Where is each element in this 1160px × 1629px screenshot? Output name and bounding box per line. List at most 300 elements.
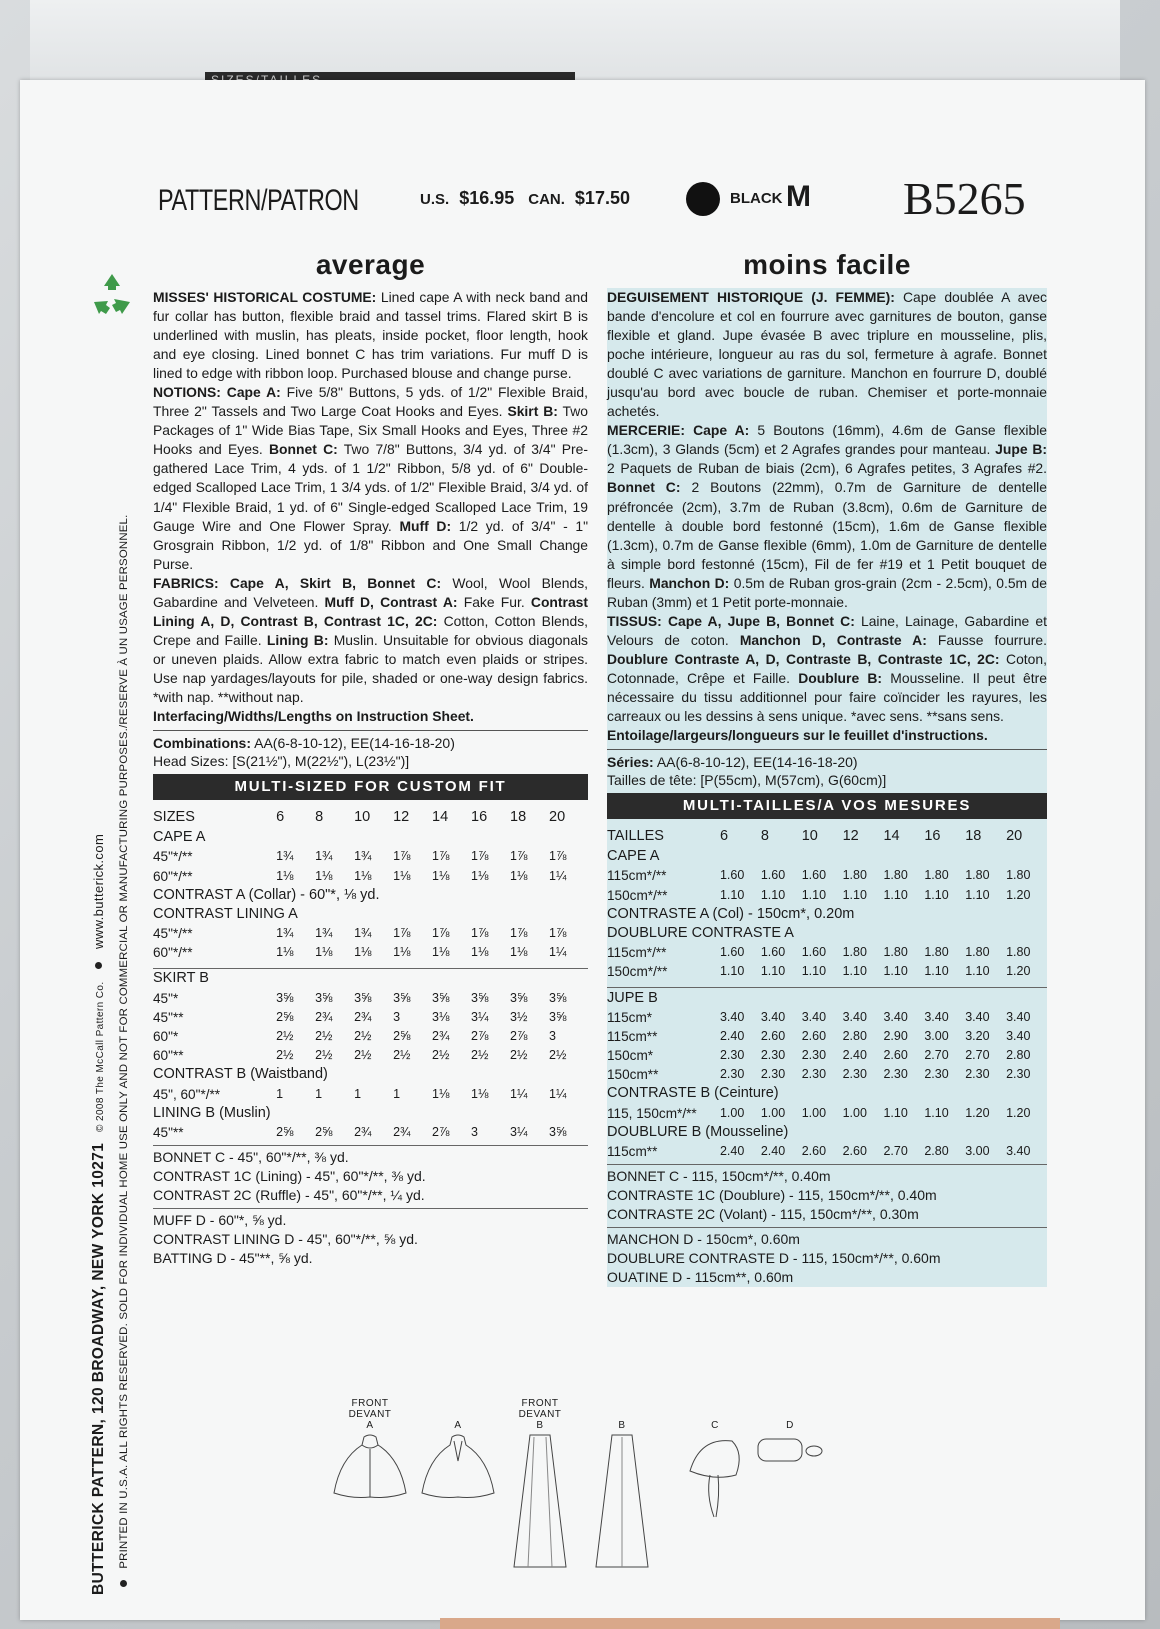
size-header-row — [607, 825, 1047, 847]
table-cell: 2⅝ — [393, 1029, 411, 1044]
table-cell: 3.40 — [1006, 1009, 1031, 1024]
table-cell: 3⅝ — [510, 990, 528, 1005]
table-row — [607, 1065, 1047, 1084]
table-cell: 1.80 — [1006, 945, 1031, 960]
table-cell: 2½ — [315, 1029, 333, 1044]
table-cell: 3.40 — [965, 1009, 990, 1024]
table-cell: 3.40 — [924, 1009, 949, 1024]
table-cell: 2.80 — [1006, 1048, 1031, 1063]
table-cell: 2.30 — [760, 1067, 786, 1082]
table-row-label: 115cm** — [607, 1028, 658, 1044]
table-cell: 1¾ — [276, 849, 294, 864]
can-price: $17.50 — [574, 188, 630, 208]
table-cell: 3.40 — [1006, 1028, 1031, 1043]
table-row — [607, 1027, 1047, 1046]
table-cell: 2.70 — [883, 1144, 908, 1158]
sketch-cape-front — [330, 1398, 410, 1501]
table-cell: 2.40 — [842, 1048, 867, 1063]
table-cell: 1.60 — [719, 945, 745, 960]
table-cell: 2⅞ — [432, 1124, 450, 1139]
table-cell: 1⅛ — [276, 868, 294, 883]
cape-back-icon — [418, 1431, 498, 1501]
table-cell: 2.30 — [965, 1067, 990, 1082]
table-row-label: 115, 150cm*/** — [607, 1105, 697, 1121]
table-cell: 1.00 — [719, 1105, 745, 1120]
table-section-label: JUPE B — [607, 989, 658, 1006]
table-cell: 1¼ — [510, 1086, 528, 1101]
table-cell: 1.10 — [883, 887, 908, 902]
table-cell: 1.20 — [965, 1105, 990, 1120]
cape-front-icon — [330, 1431, 410, 1501]
muff-list-en — [153, 1211, 588, 1268]
table-cell: 1.60 — [719, 868, 745, 883]
table-cell: 2.80 — [842, 1028, 867, 1043]
table-row — [153, 847, 588, 866]
table-cell: 2.30 — [760, 1048, 786, 1063]
divider — [607, 1227, 1047, 1228]
table-cell: 2.30 — [842, 1067, 867, 1082]
table-cell: 1⅛ — [315, 868, 333, 883]
table-cell: 3 — [471, 1124, 478, 1139]
table-section-label: LINING B (Muslin) — [153, 1104, 271, 1121]
table-cell: 1.20 — [1006, 887, 1031, 902]
size-header-cell: 6 — [276, 808, 285, 825]
table-section-row — [607, 1084, 1047, 1103]
notions-en: NOTIONS: Cape A: Five 5/8" Buttons, 5 yds. of 1/2" Flexible Braid, Three 2" Tassels and Two Large Coat Hooks and Eyes. Skirt B: Two Packages of 1" Wide Bias Tape, Six Small Hooks and Eyes, Three #2 Hooks and Eyes. Bonnet C: Two 7/8" Buttons, 3/4 yd. of 3/4" Pre-gathered Lace Trim, 4 yds. of 1 1/2" Ribbon, 5/8 yd. of 6" Double-edged Scalloped Lace Trim, 1 3/4 yds. of 1/2" Flexible Braid, 3/4 yd. of 1/4" Flexible Braid, 1 yd. of 6" Single-edged Scalloped Lace Trim, 19 Gauge Wire and One Flower Spray. Muff D: 1/2 yd. of 3/4" - 1" Grosgrain Ribbon, 1/2 yd. of 1/8" Ribbon and One Small Change Purse. — [153, 384, 589, 572]
combinations-en: Combinations: AA(6-8-10-12), EE(14-16-18-20) — [153, 735, 455, 752]
table-row — [153, 1046, 588, 1065]
website-url: www.butterick.com — [91, 833, 106, 949]
table-row-label: 60"* — [153, 1029, 179, 1045]
table-cell: 1.00 — [842, 1105, 867, 1120]
size-header-label: SIZES — [153, 808, 195, 825]
size-header-cell: 18 — [965, 827, 982, 844]
table-row-label: 150cm* — [607, 1048, 654, 1064]
table-row-label: 150cm*/** — [607, 964, 668, 980]
size-header-cell: 8 — [315, 808, 324, 825]
table-section-label: CONTRASTE A (Col) - 150cm*, 0.20m — [607, 905, 855, 922]
table-cell: 3.40 — [842, 1009, 867, 1024]
table-row — [607, 1046, 1047, 1065]
table-cell: 2½ — [354, 1048, 372, 1063]
table-row — [153, 924, 588, 943]
table-cell: 1.10 — [965, 964, 990, 979]
table-cell: 1.10 — [924, 964, 949, 979]
header — [158, 173, 1058, 228]
size-header-label: TAILLES — [607, 827, 664, 844]
table-cell: 1.80 — [842, 868, 867, 883]
table-cell: 1¾ — [354, 926, 372, 941]
table-row-label: 60"** — [153, 1048, 184, 1064]
table-cell: 1 — [354, 1086, 362, 1101]
table-cell: 1⅞ — [471, 926, 489, 941]
interfacing-en: Interfacing/Widths/Lengths on Instruction Sheet. — [153, 708, 474, 725]
size-letter: M — [786, 180, 811, 213]
table-cell: 3¼ — [471, 1009, 489, 1024]
bonnet-line: CONTRASTE 1C (Doublure) - 115, 150cm*/**, 0.40m — [607, 1187, 937, 1204]
table-cell: 2½ — [471, 1048, 489, 1063]
table-cell: 3⅝ — [354, 990, 372, 1005]
view-label: D — [786, 1420, 794, 1431]
table-cell: 1.10 — [965, 887, 990, 902]
table-cell: 1¾ — [276, 926, 294, 941]
table-cell: 2⅝ — [276, 1124, 294, 1139]
table-row — [153, 943, 588, 962]
table-cell: 2.60 — [801, 1144, 827, 1158]
table-cell: 1 — [393, 1086, 401, 1101]
table-cell: 1⅛ — [432, 1086, 450, 1101]
table-cell: 1⅞ — [471, 849, 489, 864]
table-cell: 1⅛ — [276, 945, 294, 960]
table-cell: 1⅛ — [432, 945, 450, 960]
table-cell: 3⅛ — [432, 1009, 450, 1024]
table-cell: 1⅛ — [393, 868, 411, 883]
table-cell: 3 — [393, 1009, 401, 1024]
table-cell: 2.30 — [924, 1067, 949, 1082]
table-section-row — [153, 886, 588, 905]
view-label: C — [711, 1420, 719, 1431]
table-row — [153, 1008, 588, 1027]
table-cell: 2½ — [315, 1048, 333, 1063]
table-cell: 1.60 — [801, 945, 827, 960]
table-row-label: 60"*/** — [153, 868, 193, 884]
rights-notice: PRINTED IN U.S.A. ALL RIGHTS RESERVED. SOLD FOR INDIVIDUAL HOME USE ONLY AND NOT FOR COMMERCIAL OR MANUFACTURING PURPOSES./RESERVE À UN USAGE PERSONNEL. — [118, 75, 130, 1595]
table-cell: 1.80 — [924, 868, 949, 883]
yardage-table-en — [153, 806, 588, 1142]
table-cell: 3⅝ — [549, 1124, 567, 1139]
table-cell: 1⅛ — [510, 868, 528, 883]
table-cell: 1.80 — [965, 945, 990, 960]
publisher-address: BUTTERICK PATTERN, 120 BROADWAY, NEW YORK 10271 © 2008 The McCall Pattern Co. www.butterick.com — [90, 833, 107, 1595]
table-cell: 3⅝ — [549, 990, 567, 1005]
table-row-label: 150cm** — [607, 1067, 659, 1083]
table-cell: 3.00 — [965, 1144, 990, 1158]
description-fr: DEGUISEMENT HISTORIQUE (J. FEMME): Cape doublée A avec bande d'encolure et col en fourrure avec garnitures de bouton, ganse flexible et gland. Jupe évasée B avec triplure en mousseline, plis, poche intérieure, longueur au ras du sol, fermeture à agrafe. Bonnet doublé C avec variations de garniture. Manchon en fourrure D, doublé jusqu'au bord avec boucle de ruban. Chemiser et porte-monnaie achetés. — [607, 289, 1047, 420]
table-cell: 3⅝ — [549, 1009, 567, 1024]
pattern-number: B5265 — [903, 173, 1026, 224]
table-cell: 2.30 — [801, 1048, 827, 1063]
size-header-cell: 10 — [801, 827, 818, 844]
table-section-row — [153, 905, 588, 924]
sketch-muff — [750, 1420, 830, 1471]
table-cell: 2½ — [510, 1048, 528, 1063]
size-header-cell: 14 — [883, 827, 900, 844]
view-label: B — [618, 1420, 626, 1431]
table-cell: 3.40 — [883, 1009, 908, 1024]
table-cell: 2½ — [393, 1048, 411, 1063]
fabrics-fr: TISSUS: Cape A, Jupe B, Bonnet C: Laine, Lainage, Gabardine et Velours de coton. Manchon D, Contraste A: Fausse fourrure. Doublure Contraste A, D, Contraste B, Contraste 1C, 2C: Coton, Cotonnade, Crêpe et Faille. Doublure B: Mousseline. Il peut être nécessaire du tissu additionnel pour faire coïncider les rayures, les carreaux ou les dessins à sens unique. *avec sens. **sans sens. — [607, 612, 1047, 725]
bonnet-line: CONTRASTE 2C (Volant) - 115, 150cm*/**, 0.30m — [607, 1206, 919, 1223]
table-cell: 1¼ — [549, 945, 567, 960]
table-cell: 1⅛ — [510, 945, 528, 960]
head-sizes-fr: Tailles de tête: [P(55cm), M(57cm), G(60cm)] — [607, 772, 887, 789]
table-cell: 2.60 — [760, 1028, 786, 1043]
interfacing-fr: Entoilage/largeurs/longueurs sur le feuillet d'instructions. — [607, 727, 988, 744]
table-section-row — [607, 1123, 1047, 1142]
table-cell: 1¾ — [354, 849, 372, 864]
table-cell: 1.80 — [1006, 868, 1031, 883]
table-cell: 3.40 — [801, 1009, 827, 1024]
divider — [153, 1145, 588, 1146]
table-section-row — [607, 905, 1047, 924]
table-cell: 1.10 — [924, 887, 949, 902]
size-header-cell: 12 — [842, 827, 859, 844]
sketch-skirt-front — [510, 1398, 570, 1571]
table-cell: 2.80 — [924, 1144, 949, 1158]
size-header-cell: 18 — [510, 808, 527, 825]
muff-line: DOUBLURE CONTRASTE D - 115, 150cm*/**, 0.60m — [607, 1250, 941, 1267]
divider — [153, 730, 588, 731]
muff-line: MUFF D - 60"*, ⅝ yd. — [153, 1212, 287, 1229]
band-fr: MULTI-TAILLES/A VOS MESURES — [607, 793, 1047, 819]
table-row — [607, 1104, 1047, 1123]
table-row-label: 45"** — [153, 1009, 184, 1025]
devant-label: DEVANT — [518, 1409, 562, 1420]
table-cell: 2½ — [549, 1048, 567, 1063]
front-label: FRONT — [521, 1398, 559, 1409]
copyright: © 2008 The McCall Pattern Co. — [95, 981, 106, 1132]
table-cell: 1 — [276, 1086, 284, 1101]
table-cell: 3.40 — [719, 1009, 745, 1024]
table-row — [607, 962, 1047, 981]
difficulty-en: average — [315, 249, 426, 280]
bonnet-line: CONTRAST 1C (Lining) - 45", 60"*/**, ⅜ yd. — [153, 1168, 426, 1185]
table-cell: 1.10 — [883, 1105, 908, 1120]
table-row-label: 45"*/** — [153, 849, 193, 865]
table-cell: 2¾ — [315, 1009, 333, 1024]
table-cell: 1⅛ — [471, 1086, 489, 1101]
table-row-label: 150cm*/** — [607, 887, 668, 903]
table-row — [607, 866, 1047, 885]
table-row — [153, 866, 588, 885]
size-header-cell: 16 — [924, 827, 941, 844]
bonnet-icon — [680, 1431, 750, 1521]
table-section-label: CAPE A — [607, 848, 660, 865]
table-row-label: 115cm*/** — [607, 868, 667, 884]
table-section-label: SKIRT B — [153, 970, 209, 987]
combinations-fr: Séries: AA(6-8-10-12), EE(14-16-18-20) — [607, 754, 858, 771]
view-label: B — [536, 1420, 544, 1431]
table-cell: 1.00 — [801, 1105, 827, 1120]
table-section-row — [607, 924, 1047, 943]
table-cell: 1.10 — [760, 964, 786, 979]
table-cell: 1.10 — [801, 964, 827, 979]
size-header-cell: 20 — [1006, 827, 1023, 844]
table-cell: 1.10 — [719, 887, 745, 902]
table-section-label: CONTRASTE B (Ceinture) — [607, 1085, 779, 1102]
table-cell: 3¼ — [510, 1124, 528, 1139]
table-cell: 1⅛ — [315, 945, 333, 960]
yardage-table-fr — [607, 825, 1047, 1161]
table-cell: 3⅝ — [315, 990, 333, 1005]
table-cell: 1.10 — [760, 887, 786, 902]
table-cell: 1.00 — [760, 1105, 786, 1120]
bonnet-line: BONNET C - 115, 150cm*/**, 0.40m — [607, 1168, 831, 1185]
table-cell: 2.30 — [801, 1067, 827, 1082]
table-cell: 3⅝ — [276, 990, 294, 1005]
black-dot-icon — [686, 182, 720, 216]
table-row-label: 45"*/** — [153, 926, 193, 942]
table-section-label: CONTRAST LINING A — [153, 905, 298, 922]
table-cell: 1⅞ — [510, 849, 528, 864]
table-cell: 1⅞ — [432, 849, 450, 864]
table-section-row — [153, 1065, 588, 1084]
description-en: MISSES' HISTORICAL COSTUME: Lined cape A with neck band and fur collar has button, flexible braid and tassel trims. Flared skirt B is underlined with muslin, has pleats, inside pocket, floor length, hook and eye closing. Lined bonnet C has trim variations. Fur muff D is lined to edge with ribbon loop. Purchased blouse and change purse. — [153, 289, 588, 382]
table-section-row — [607, 988, 1047, 1008]
table-section-label: CAPE A — [153, 829, 206, 846]
skirt-front-icon — [510, 1431, 570, 1571]
table-cell: 3.40 — [1006, 1144, 1031, 1158]
table-cell: 1.10 — [842, 887, 867, 902]
table-cell: 2.60 — [883, 1048, 908, 1063]
table-row — [153, 989, 588, 1008]
table-cell: 2.60 — [842, 1144, 867, 1158]
size-header-cell: 6 — [719, 827, 729, 844]
table-cell: 1¾ — [315, 849, 333, 864]
table-cell: 2¾ — [432, 1029, 450, 1044]
sketch-bonnet — [680, 1420, 750, 1521]
english-column — [153, 248, 588, 1268]
bonnet-line: CONTRAST 2C (Ruffle) - 45", 60"*/**, ¼ yd. — [153, 1187, 425, 1204]
table-row-label: 45"* — [153, 990, 179, 1006]
table-cell: 1⅛ — [354, 868, 372, 883]
garment-sketches — [330, 1398, 890, 1578]
table-row-label: 115cm** — [607, 1144, 658, 1159]
can-label: CAN. — [528, 191, 565, 208]
table-row-label: 45"** — [153, 1124, 184, 1140]
table-cell: 2.30 — [719, 1067, 745, 1082]
table-row — [153, 1123, 588, 1142]
table-row — [607, 1142, 1047, 1161]
muff-list-fr — [607, 1230, 1047, 1287]
table-cell: 2.60 — [801, 1028, 827, 1043]
table-cell: 2.90 — [883, 1028, 908, 1043]
table-cell: 2⅞ — [471, 1029, 489, 1044]
table-section-row — [153, 1104, 588, 1123]
table-cell: 2⅝ — [276, 1009, 294, 1024]
muff-line: BATTING D - 45"**, ⅝ yd. — [153, 1250, 313, 1267]
table-cell: 1.80 — [924, 945, 949, 960]
size-header-cell: 20 — [549, 808, 566, 825]
notions-fr: MERCERIE: Cape A: 5 Boutons (16mm), 4.6m de Ganse flexible (1.3cm), 3 Glands (5cm) et 2 Agrafes grandes pour manteau. Jupe B: 2 Paquets de Ruban de biais (2cm), 6 Agrafes petites, 3 Agrafes #2. Bonnet C: 2 Boutons (22mm), 0.7m de Garniture de dentelle préfroncée (2cm), 3.7m de Ruban (3.8cm), 0.6m de Garniture de dentelle à double bord festonné (15cm), 1.6m de Ganse flexible (1.3cm), 0.7m de Ganse flexible (6mm), 1.0m de Garniture de dentelle à simple bord festonné (15cm), Fil de fer #19 et 1 Petit bouquet de fleurs. Manchon D: 0.5m de Ruban gros-grain (2cm - 2.5cm), 0.5m de Ruban (3mm) et 1 Petit porte-monnaie. — [607, 422, 1048, 610]
front-label: FRONT — [351, 1398, 389, 1409]
sketch-skirt-back — [592, 1420, 652, 1571]
difficulty-fr: moins facile — [743, 249, 911, 280]
table-cell: 3 — [549, 1029, 556, 1044]
table-cell: 1.60 — [760, 945, 786, 960]
table-cell: 2.70 — [924, 1048, 949, 1063]
table-cell: 1¾ — [315, 926, 333, 941]
table-cell: 3.20 — [965, 1028, 990, 1043]
muff-line: CONTRAST LINING D - 45", 60"*/**, ⅝ yd. — [153, 1231, 418, 1248]
table-cell: 1.20 — [1006, 1105, 1031, 1120]
divider — [153, 1208, 588, 1209]
table-cell: 1.60 — [760, 868, 786, 883]
table-row — [153, 1027, 588, 1046]
table-cell: 3⅝ — [393, 990, 411, 1005]
table-cell: 2.30 — [883, 1067, 908, 1082]
table-section-row — [153, 828, 588, 847]
table-cell: 1.10 — [883, 964, 908, 979]
muff-line: OUATINE D - 115cm**, 0.60m — [607, 1269, 794, 1286]
table-cell: 2.40 — [760, 1144, 786, 1158]
table-section-label: DOUBLURE CONTRASTE A — [607, 924, 794, 941]
table-cell: 2¾ — [354, 1009, 372, 1024]
color-label: BLACK — [730, 190, 783, 207]
table-cell: 2½ — [432, 1048, 450, 1063]
table-cell: 2½ — [354, 1029, 372, 1044]
table-row-label: 115cm*/** — [607, 945, 667, 961]
table-section-label: DOUBLURE B (Mousseline) — [607, 1123, 789, 1140]
price — [420, 188, 644, 209]
band-en: MULTI-SIZED FOR CUSTOM FIT — [153, 774, 588, 800]
french-column — [607, 248, 1047, 1287]
size-header-cell: 12 — [393, 808, 410, 825]
table-cell: 1.10 — [842, 964, 867, 979]
table-cell: 1⅛ — [354, 945, 372, 960]
table-section-row — [153, 969, 588, 989]
table-cell: 1⅞ — [549, 926, 567, 941]
table-cell: 3⅝ — [432, 990, 450, 1005]
table-cell: 2¾ — [354, 1124, 372, 1139]
size-header-cell: 14 — [432, 808, 449, 825]
table-cell: 1⅞ — [393, 926, 411, 941]
skirt-back-icon — [592, 1431, 652, 1571]
table-row — [607, 943, 1047, 962]
view-label: A — [366, 1420, 374, 1431]
table-section-label: CONTRAST B (Waistband) — [153, 1066, 328, 1083]
table-cell: 2⅝ — [315, 1124, 333, 1139]
view-label: A — [454, 1420, 462, 1431]
bonnet-list-fr — [607, 1167, 1047, 1224]
table-cell: 3⅝ — [471, 990, 489, 1005]
table-cell: 2.30 — [719, 1048, 745, 1063]
table-cell: 2.40 — [719, 1028, 745, 1043]
table-cell: 2.30 — [1006, 1067, 1031, 1082]
us-label: U.S. — [420, 191, 450, 208]
size-header-cell: 10 — [354, 808, 371, 825]
pattern-label: PATTERN/PATRON — [158, 184, 359, 217]
sketch-cape-back — [418, 1420, 498, 1501]
divider — [607, 1164, 1047, 1165]
table-cell: 1.80 — [883, 868, 908, 883]
us-price: $16.95 — [459, 188, 515, 208]
table-cell: 2.40 — [719, 1144, 745, 1158]
table-cell: 1⅛ — [432, 868, 450, 883]
divider — [607, 749, 1047, 750]
muff-line: MANCHON D - 150cm*, 0.60m — [607, 1231, 800, 1248]
table-row-label: 115cm* — [607, 1009, 653, 1025]
bonnet-list-en — [153, 1148, 588, 1205]
table-cell: 1⅛ — [471, 868, 489, 883]
table-row-label: 60"*/** — [153, 945, 193, 961]
table-row — [607, 886, 1047, 905]
table-cell: 1¼ — [549, 868, 567, 883]
table-cell: 2¾ — [393, 1124, 411, 1139]
table-section-row — [607, 847, 1047, 866]
devant-label: DEVANT — [348, 1409, 392, 1420]
table-cell: 1.10 — [924, 1105, 949, 1120]
bottom-strip — [440, 1618, 1060, 1629]
table-cell: 3.00 — [924, 1028, 949, 1043]
table-cell: 1⅞ — [510, 926, 528, 941]
table-cell: 3½ — [510, 1009, 528, 1024]
table-cell: 3.40 — [760, 1009, 786, 1024]
table-cell: 1.80 — [883, 945, 908, 960]
recycle-icon — [90, 272, 134, 316]
table-cell: 2.70 — [965, 1048, 990, 1063]
table-row — [607, 1008, 1047, 1027]
